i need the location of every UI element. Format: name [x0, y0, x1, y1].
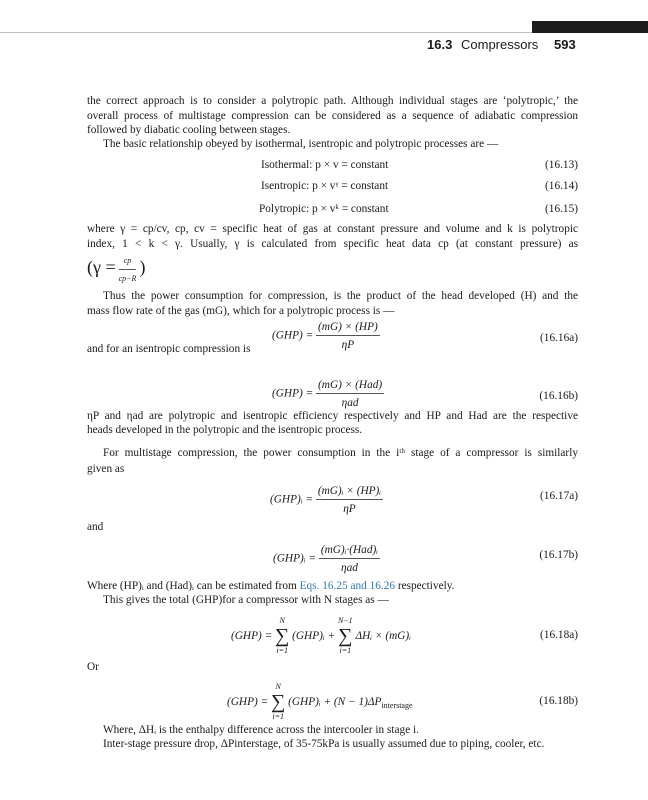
- gamma-formula: (γ = $\frac{cp}{cp-R}$ ): [87, 256, 146, 283]
- equation-number: (16.14): [545, 180, 578, 192]
- text-line: ηP and ηad are polytropic and isentropic efficiency respectively and HP and Had are the respective: [87, 410, 578, 422]
- text-line: Where, ΔHᵢ is the enthalpy difference across the intercooler in stage i.: [103, 724, 419, 736]
- equation-number: (16.16b): [539, 390, 578, 402]
- text-line: This gives the total (GHP)for a compressor with N stages as —: [103, 594, 389, 606]
- equation-number: (16.13): [545, 159, 578, 171]
- text-line: The basic relationship obeyed by isothermal, isentropic and polytropic processes are —: [103, 138, 499, 150]
- equation-number: (16.17a): [540, 490, 578, 502]
- equation-number: (16.17b): [539, 549, 578, 561]
- text-line: the correct approach is to consider a polytropic path. Although individual stages are ‘polytropic,’ the: [87, 95, 578, 107]
- text-line: and for an isentropic compression is: [87, 343, 251, 355]
- text-line: Where (HP)ᵢ and (Had)ᵢ can be estimated from Eqs. 16.25 and 16.26 respectively.: [87, 580, 455, 592]
- equation-number: (16.18b): [539, 695, 578, 707]
- text-line: For multistage compression, the power consumption in the iᵗʰ stage of a compressor is similarly: [103, 447, 578, 459]
- text-line: index, 1 < k < γ. Usually, γ is calculated from specific heat data cp (at constant pressure) as: [87, 238, 578, 250]
- text-line: given as: [87, 463, 125, 475]
- equation-16-18b: (GHP) = N ∑ i=1 (GHP)ᵢ + $(N - 1)\Delta P_{interstage}$: [227, 682, 413, 721]
- page-number: 593: [554, 37, 576, 52]
- equation-number: (16.15): [545, 203, 578, 215]
- equation-16-14: Isentropic: p × vᵞ = constant: [261, 180, 389, 192]
- equation-number: (16.18a): [540, 629, 578, 641]
- equation-16-17b: (GHP)ᵢ = $\frac{\text{(mG)ᵢ·(Had)ᵢ}}{\text{ηad}}$: [273, 544, 379, 574]
- equation-16-16a: (GHP) = $\frac{(mG) \times (HP)}{\eta P}$: [272, 321, 378, 351]
- text-line: Inter-stage pressure drop, ΔPinterstage, of 35-75kPa is usually assumed due to piping, cooler, etc.: [103, 738, 545, 750]
- text-line: Thus the power consumption for compression, is the product of the head developed (H) and the: [103, 290, 578, 302]
- section-title: Compressors: [461, 37, 539, 52]
- text-line: followed by diabatic cooling between stages.: [87, 124, 291, 136]
- text-line: mass flow rate of the gas (mG), which for a polytropic process is —: [87, 305, 395, 317]
- text-line: overall process of multistage compression can be considered as a sequence of adiabatic compression: [87, 110, 578, 122]
- header-bar: [532, 21, 648, 33]
- section-number: 16.3: [427, 37, 453, 52]
- text-line: heads developed in the polytropic and the isentropic process.: [87, 424, 363, 436]
- text-line: Or: [87, 661, 99, 673]
- text-line: where γ = cp/cv, cp, cv = specific heat of gas at constant pressure and volume and k is polytropic: [87, 223, 578, 235]
- equation-16-15: Polytropic: p × vᵏ = constant: [259, 203, 389, 215]
- equation-number: (16.16a): [540, 332, 578, 344]
- equation-16-18a: (GHP) = N ∑ i=1 (GHP)ᵢ + N−1 ∑ i=1 ΔHᵢ × (mG)ᵢ: [231, 616, 411, 655]
- equation-reference-link[interactable]: Eqs. 16.25 and 16.26: [299, 580, 395, 592]
- equation-16-13: Isothermal: p × v = constant: [261, 159, 389, 171]
- text-line: and: [87, 521, 104, 533]
- equation-16-17a: (GHP)ᵢ = $\frac{\text{(mG)ᵢ × (HP)ᵢ}}{\eta P}$: [270, 485, 382, 515]
- equation-16-16b: (GHP) = $\frac{\text{(mG) × (Had)}}{\text{ηad}}$: [272, 379, 383, 409]
